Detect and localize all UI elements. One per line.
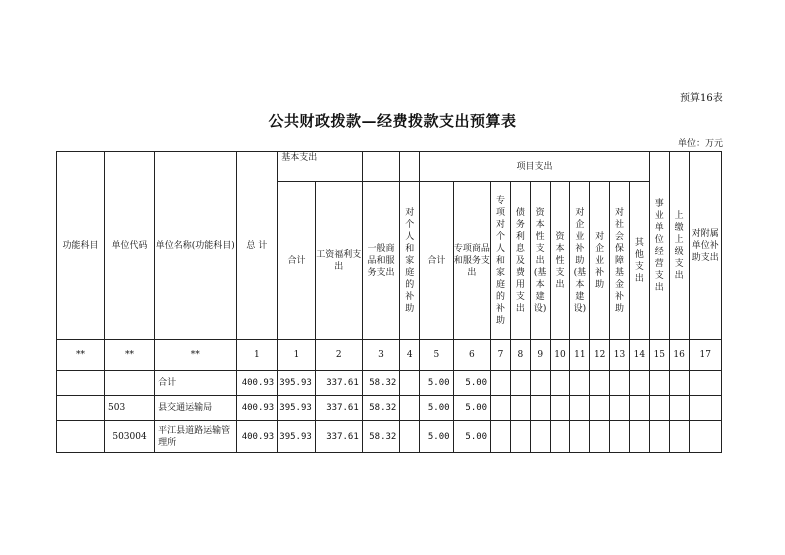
header-empty-2 bbox=[400, 152, 420, 182]
index-cell: 13 bbox=[610, 340, 630, 371]
header-basic: 基本支出 bbox=[278, 152, 363, 182]
index-cell: ** bbox=[57, 340, 105, 371]
empty-cell bbox=[570, 421, 590, 453]
unit-code-cell bbox=[105, 371, 155, 396]
header-affiliated: 对附属单位补助支出 bbox=[689, 152, 721, 340]
header-capital-basic: 资本性支出(基本建设) bbox=[530, 182, 550, 340]
empty-cell bbox=[530, 396, 550, 421]
index-cell: 10 bbox=[550, 340, 570, 371]
header-wage: 工资福利支出 bbox=[315, 182, 362, 340]
index-cell: 15 bbox=[649, 340, 669, 371]
header-total: 总 计 bbox=[236, 152, 278, 340]
basic-sum-cell: 395.93 bbox=[278, 371, 316, 396]
goods-cell: 58.32 bbox=[362, 421, 400, 453]
empty-cell bbox=[669, 371, 689, 396]
func-code-cell bbox=[57, 396, 105, 421]
header-personal: 对个人和家庭的补助 bbox=[400, 182, 420, 340]
basic-sum-cell: 395.93 bbox=[278, 421, 316, 453]
index-cell: ** bbox=[155, 340, 236, 371]
page-title: 公共财政拨款—经费拨款支出预算表 bbox=[268, 112, 517, 130]
header-proj-sum: 合计 bbox=[420, 182, 453, 340]
basic-sum-cell: 395.93 bbox=[278, 396, 316, 421]
index-cell: 1 bbox=[278, 340, 316, 371]
index-row bbox=[57, 340, 722, 371]
index-cell: 8 bbox=[510, 340, 530, 371]
unit-name-cell: 县交通运输局 bbox=[155, 396, 236, 421]
empty-cell bbox=[590, 421, 610, 453]
header-other: 其他支出 bbox=[629, 182, 649, 340]
header-social: 对社会保障基金补助 bbox=[610, 182, 630, 340]
index-cell: 4 bbox=[400, 340, 420, 371]
unit-code-cell: 503 bbox=[105, 396, 155, 421]
header-enterprise-basic: 对企业补助(基本建设) bbox=[570, 182, 590, 340]
personal-cell bbox=[400, 421, 420, 453]
table-row bbox=[57, 371, 722, 396]
table-row bbox=[57, 421, 722, 453]
goods-cell: 58.32 bbox=[362, 371, 400, 396]
index-cell: 1 bbox=[236, 340, 278, 371]
empty-cell bbox=[530, 421, 550, 453]
empty-cell bbox=[590, 371, 610, 396]
wage-cell: 337.61 bbox=[315, 421, 362, 453]
empty-cell bbox=[689, 396, 721, 421]
proj-sum-cell: 5.00 bbox=[420, 396, 453, 421]
header-enterprise: 对企业补助 bbox=[590, 182, 610, 340]
empty-cell bbox=[491, 371, 511, 396]
empty-cell bbox=[649, 371, 669, 396]
header-basic-sum: 合计 bbox=[278, 182, 316, 340]
header-upper: 上缴上级支出 bbox=[669, 152, 689, 340]
empty-cell bbox=[510, 421, 530, 453]
total-cell: 400.93 bbox=[236, 421, 278, 453]
empty-cell bbox=[550, 421, 570, 453]
index-cell: 5 bbox=[420, 340, 453, 371]
header-func-code: 功能科目 bbox=[57, 152, 105, 340]
empty-cell bbox=[669, 396, 689, 421]
index-cell: 2 bbox=[315, 340, 362, 371]
empty-cell bbox=[629, 371, 649, 396]
empty-cell bbox=[570, 371, 590, 396]
header-empty-1 bbox=[362, 152, 400, 182]
empty-cell bbox=[491, 396, 511, 421]
table-row bbox=[57, 396, 722, 421]
special-goods-cell: 5.00 bbox=[453, 421, 491, 453]
total-cell: 400.93 bbox=[236, 371, 278, 396]
header-unit-name: 单位名称(功能科目) bbox=[155, 152, 236, 340]
special-goods-cell: 5.00 bbox=[453, 371, 491, 396]
header-capital: 资本性支出 bbox=[550, 182, 570, 340]
empty-cell bbox=[590, 396, 610, 421]
header-debt: 债务利息及费用支出 bbox=[510, 182, 530, 340]
empty-cell bbox=[510, 371, 530, 396]
index-cell: 17 bbox=[689, 340, 721, 371]
unit-name-cell: 合计 bbox=[155, 371, 236, 396]
index-cell: 11 bbox=[570, 340, 590, 371]
empty-cell bbox=[530, 371, 550, 396]
index-cell: 7 bbox=[491, 340, 511, 371]
empty-cell bbox=[649, 396, 669, 421]
form-number: 预算16表 bbox=[680, 93, 723, 104]
unit-code-cell: 503004 bbox=[105, 421, 155, 453]
func-code-cell bbox=[57, 421, 105, 453]
wage-cell: 337.61 bbox=[315, 371, 362, 396]
personal-cell bbox=[400, 371, 420, 396]
header-public-inst: 事业单位经营支出 bbox=[649, 152, 669, 340]
index-cell: 12 bbox=[590, 340, 610, 371]
empty-cell bbox=[510, 396, 530, 421]
empty-cell bbox=[610, 371, 630, 396]
unit-name-cell: 平江县道路运输管理所 bbox=[155, 421, 236, 453]
empty-cell bbox=[610, 421, 630, 453]
header-project: 项目支出 bbox=[420, 152, 650, 182]
empty-cell bbox=[550, 371, 570, 396]
unit-label: 单位：万元 bbox=[678, 139, 724, 149]
empty-cell bbox=[689, 371, 721, 396]
total-cell: 400.93 bbox=[236, 396, 278, 421]
index-cell: ** bbox=[105, 340, 155, 371]
empty-cell bbox=[669, 421, 689, 453]
proj-sum-cell: 5.00 bbox=[420, 371, 453, 396]
header-goods: 一般商品和服务支出 bbox=[362, 182, 400, 340]
header-special-goods: 专项商品和服务支出 bbox=[453, 182, 491, 340]
func-code-cell bbox=[57, 371, 105, 396]
header-special-personal: 专项对个人和家庭的补助 bbox=[491, 182, 511, 340]
proj-sum-cell: 5.00 bbox=[420, 421, 453, 453]
index-cell: 6 bbox=[453, 340, 491, 371]
wage-cell: 337.61 bbox=[315, 396, 362, 421]
goods-cell: 58.32 bbox=[362, 396, 400, 421]
budget-table bbox=[56, 151, 722, 453]
empty-cell bbox=[550, 396, 570, 421]
index-cell: 3 bbox=[362, 340, 400, 371]
index-cell: 16 bbox=[669, 340, 689, 371]
empty-cell bbox=[649, 421, 669, 453]
header-unit-code: 单位代码 bbox=[105, 152, 155, 340]
empty-cell bbox=[689, 421, 721, 453]
empty-cell bbox=[629, 421, 649, 453]
special-goods-cell: 5.00 bbox=[453, 396, 491, 421]
empty-cell bbox=[610, 396, 630, 421]
personal-cell bbox=[400, 396, 420, 421]
index-cell: 9 bbox=[530, 340, 550, 371]
index-cell: 14 bbox=[629, 340, 649, 371]
empty-cell bbox=[570, 396, 590, 421]
empty-cell bbox=[629, 396, 649, 421]
empty-cell bbox=[491, 421, 511, 453]
